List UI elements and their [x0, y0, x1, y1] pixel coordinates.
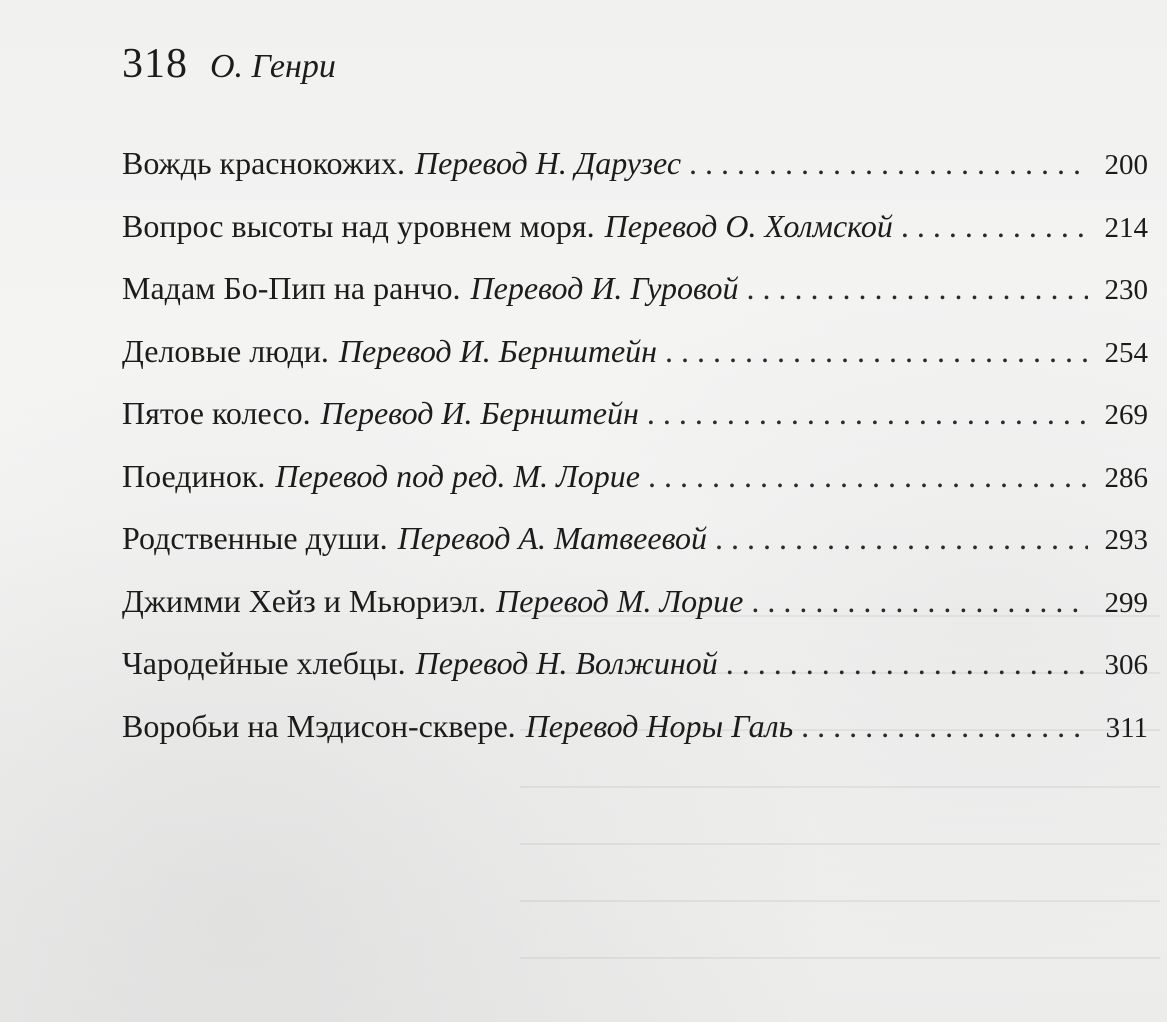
toc-entry-title: Мадам Бо-Пип на ранчо. [122, 270, 461, 306]
toc-entry [122, 270, 1148, 333]
table-of-contents [122, 145, 1148, 770]
toc-entry [122, 458, 1148, 521]
toc-entry-translator: Перевод Н. Волжиной [415, 645, 718, 681]
toc-entry-translator: Перевод Норы Галь [525, 707, 794, 744]
toc-entry [122, 583, 1148, 646]
toc-entry-page: 306 [1104, 649, 1148, 681]
toc-entry [122, 208, 1148, 271]
toc-entry-page: 286 [1104, 461, 1148, 494]
toc-entry-title: Деловые люди. [122, 332, 329, 369]
dot-leader [665, 333, 1088, 370]
toc-entry-page: 230 [1104, 274, 1148, 306]
page-number: 318 [122, 41, 188, 87]
toc-entry-translator: Перевод под ред. М. Лорие [275, 457, 640, 494]
dot-leader [751, 583, 1088, 620]
toc-entry-translator: Перевод О. Холмской [604, 207, 893, 244]
running-title: О. Генри [210, 48, 336, 85]
toc-entry-translator: Перевод И. Бернштейн [338, 332, 658, 369]
toc-entry-page: 299 [1104, 586, 1148, 619]
page-header [122, 40, 336, 88]
dot-leader [901, 208, 1088, 245]
toc-entry-page: 214 [1104, 211, 1148, 244]
toc-entry-translator: Перевод Н. Дарузес [414, 145, 682, 181]
toc-entry-page: 269 [1104, 399, 1148, 431]
toc-entry [122, 708, 1148, 771]
toc-entry-title: Воробьи на Мэдисон-сквере. [122, 707, 516, 744]
toc-entry-title: Поединок. [122, 457, 266, 494]
toc-entry-translator: Перевод И. Бернштейн [320, 395, 639, 431]
dot-leader [648, 458, 1088, 495]
dot-leader [689, 145, 1088, 182]
dot-leader [715, 520, 1088, 557]
toc-entry-title: Вопрос высоты над уровнем моря. [122, 207, 595, 244]
dot-leader [746, 270, 1088, 307]
toc-entry [122, 520, 1148, 583]
toc-entry [122, 333, 1148, 396]
dot-leader [726, 645, 1088, 682]
toc-entry-page: 293 [1104, 524, 1148, 556]
toc-entry [122, 145, 1148, 208]
toc-entry-title: Джимми Хейз и Мьюриэл. [122, 582, 487, 619]
toc-entry-translator: Перевод М. Лорие [496, 582, 744, 619]
toc-entry [122, 645, 1148, 708]
toc-entry [122, 395, 1148, 458]
toc-entry-title: Пятое колесо. [122, 395, 311, 431]
dot-leader [647, 395, 1088, 432]
toc-entry-title: Вождь краснокожих. [122, 145, 405, 181]
toc-entry-translator: Перевод И. Гуровой [470, 270, 739, 306]
toc-entry-page: 200 [1104, 149, 1148, 181]
toc-entry-page: 311 [1105, 711, 1148, 744]
toc-entry-title: Чародейные хлебцы. [122, 645, 406, 681]
dot-leader [801, 708, 1088, 745]
toc-entry-translator: Перевод А. Матвеевой [397, 520, 708, 556]
toc-entry-page: 254 [1104, 336, 1148, 369]
toc-entry-title: Родственные души. [122, 520, 388, 556]
